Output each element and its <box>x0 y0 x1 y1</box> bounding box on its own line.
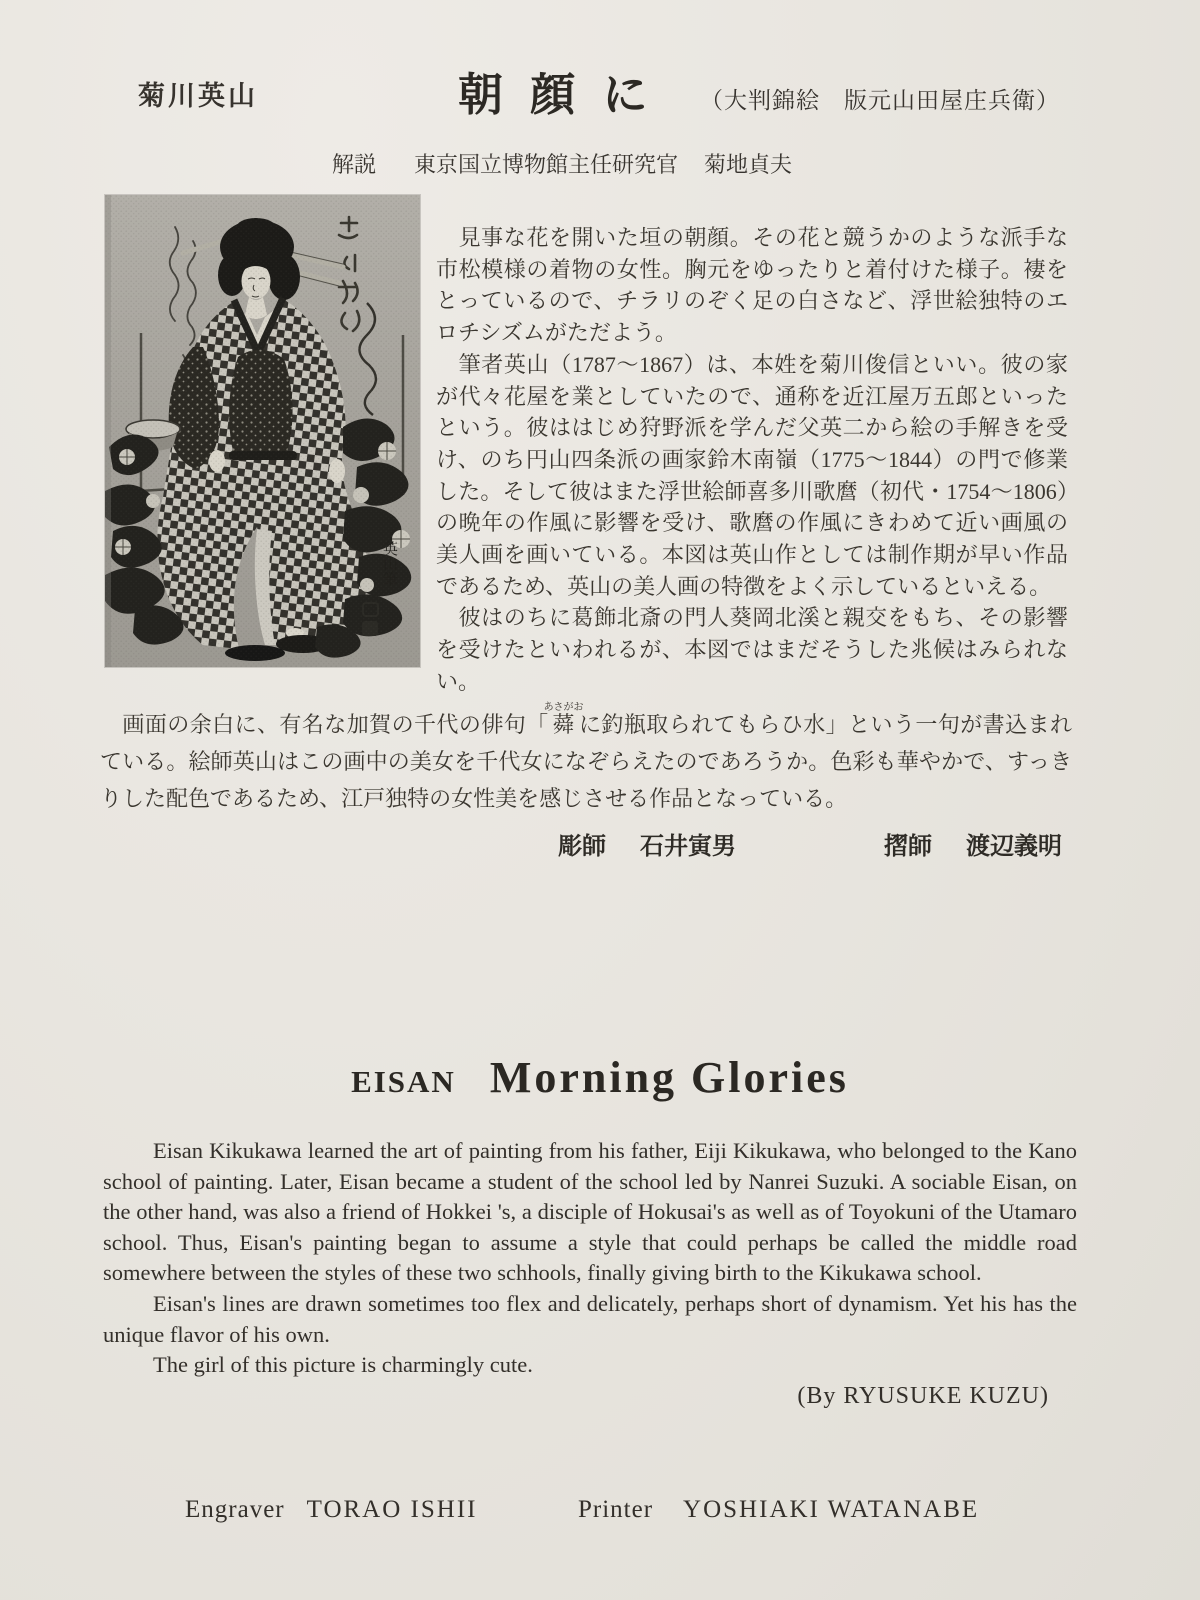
engraver-label-jp: 彫師 <box>558 833 606 860</box>
engraver-name-en: TORAO ISHII <box>306 1496 478 1523</box>
printer-name-en: YOSHIAKI WATANABE <box>683 1496 980 1523</box>
jp-paragraph-2: 筆者英山（1787〜1867）は、本姓を菊川俊信といい。彼の家が代々花屋を業としていたので、通称を近江屋万五郎といったという。彼ははじめ狩野派を学んだ父英二から絵の手解きを受け、のち円山四条派の画家鈴木南嶺（1775〜1844）の門で修業した。そして彼はまた浮世絵師喜多川歌麿（初代・1754〜1806）の晩年の作風に影響を受け、歌麿の作風にきわめて近い画風の美人画を画いている。本図は英山作としては制作期が早い作品であるため、英山の美人画の特徴をよく示しているといえる。 <box>436 351 1068 599</box>
english-engraver-credit <box>185 1496 477 1524</box>
printer-name-jp: 渡辺義明 <box>966 833 1062 860</box>
english-heading <box>0 1052 1200 1103</box>
en-paragraph-3: The girl of this picture is charmingly cute. <box>153 1352 533 1378</box>
commentary-line <box>332 148 792 179</box>
en-paragraph-1: Eisan Kikukawa learned the art of painting from his father, Eiji Kikukawa, who belonged to the Kano school of painting. Later, Eisan became a student of the school led by Nanrei Suzuki. A sociable Eisan, on the other hand, was also a friend of Hokkei 's, a disciple of Hokusai's as well as of Toyokuni of the Utamaro school. Thus, Eisan's painting began to assume a style that could perhaps be called the middle road somewhere between the styles of these two schhools, finally giving birth to the Kikukawa school. <box>103 1138 1077 1286</box>
english-printer-credit <box>578 1496 979 1524</box>
ukiyoe-print-svg <box>105 195 420 667</box>
scan-edge <box>105 195 111 667</box>
edition-note: （大判錦絵 版元山田屋庄兵衛） <box>700 88 1060 113</box>
haiku-kanji: 蕣 <box>543 712 584 737</box>
english-commentary <box>103 1136 1077 1411</box>
artist-name: 菊川英山 <box>138 81 258 111</box>
japanese-credits <box>558 826 1062 861</box>
ukiyoe-print-image <box>105 195 420 667</box>
engraver-label-en: Engraver <box>185 1496 285 1523</box>
artist-signature: 英山筆 <box>381 541 397 586</box>
japanese-commentary-column <box>436 222 1068 698</box>
jp-paragraph-1: 見事な花を開いた垣の朝顔。その花と競うかのような派手な市松模様の着物の女性。胸元をゆったりと着付けた様子。褄をとっているので、チラリのぞく足の白さなど、浮世絵独特のエロチシズムがただよう。 <box>436 225 1068 346</box>
english-heading-title: Morning Glories <box>489 1053 849 1102</box>
haiku-para-after: に釣瓶取られてもらひ水」という一句が書込まれている。絵師英山はこの画中の美女を千代女になぞらえたのであろうか。色彩も華やかで、すっきりした配色であるため、江戸独特の女性美を感じさせる作品となっている。 <box>100 712 1072 811</box>
haiku-para-before: 画面の余白に、有名な加賀の千代の俳句「 <box>100 712 549 737</box>
engraver-name-jp: 石井寅男 <box>640 833 736 860</box>
commentary-affiliation: 東京国立博物館主任研究官 <box>414 152 679 177</box>
halftone-texture <box>105 195 420 667</box>
jp-paragraph-3: 彼はのちに葛飾北斎の門人葵岡北溪と親交をもち、その影響を受けたといわれるが、本図ではまだそうした兆候はみられない。 <box>436 605 1068 694</box>
english-heading-artist: EISAN <box>351 1064 456 1099</box>
english-byline: (By RYUSUKE KUZU) <box>797 1382 1049 1409</box>
page-title: 朝 顔 に <box>458 70 656 120</box>
japanese-haiku-paragraph <box>100 702 1072 817</box>
commentary-author: 菊地貞夫 <box>704 152 793 177</box>
commentary-label: 解説 <box>332 152 377 177</box>
haiku-furigana: あさがお <box>543 702 584 713</box>
haiku-ruby <box>543 702 584 737</box>
printer-label-jp: 摺師 <box>884 833 932 860</box>
en-paragraph-2: Eisan's lines are drawn sometimes too flex and delicately, perhaps short of dynamism. Yet his has the unique flavor of his own. <box>103 1290 1077 1347</box>
printer-label-en: Printer <box>578 1496 654 1523</box>
